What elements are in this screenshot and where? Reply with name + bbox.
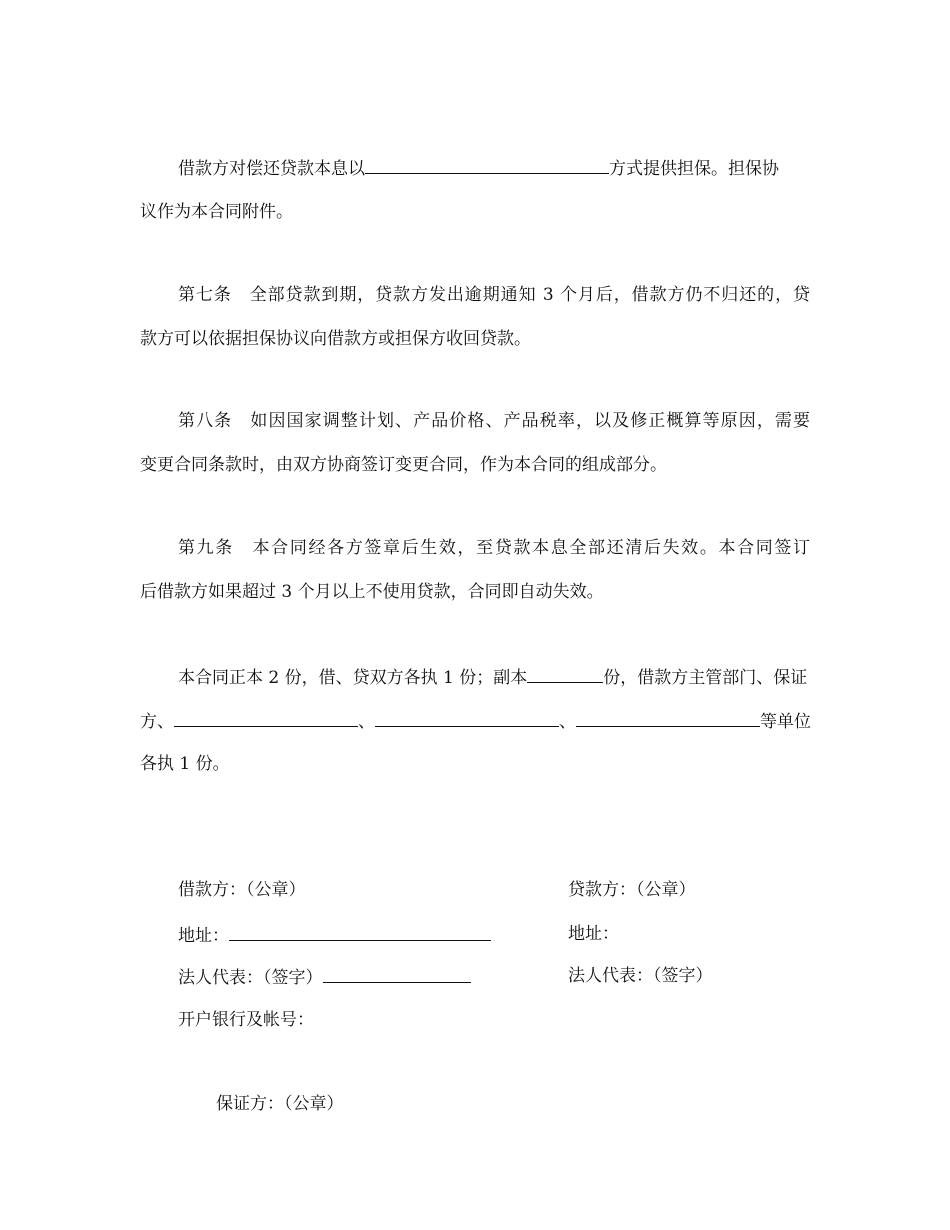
- guarantee-line-2: 议作为本合同附件。: [140, 202, 293, 222]
- copies-line-1: [178, 664, 810, 690]
- unit-blank-1[interactable]: [174, 708, 358, 727]
- copies-sep-1: 、: [358, 712, 375, 732]
- copies-line-2: [140, 708, 810, 734]
- article8-line-2: 变更合同条款时，由双方协商签订变更合同，作为本合同的组成部分。: [140, 455, 667, 475]
- borrower-address-blank[interactable]: [229, 922, 491, 941]
- copies-text-b: 份，借款方主管部门、保证: [603, 668, 808, 688]
- article7-line-2: 款方可以依据担保协议向借款方或担保方收回贷款。: [140, 329, 531, 349]
- borrower-rep-row: [178, 964, 471, 990]
- lender-rep-label: 法人代表：（签字）: [568, 966, 713, 986]
- guarantee-suffix: 方式提供担保。担保协: [609, 159, 779, 179]
- article7-line-1: 第七条 全部贷款到期，贷款方发出逾期通知 3 个月后，借款方仍不归还的，贷: [178, 285, 810, 305]
- borrower-party: 借款方：（公章）: [178, 880, 306, 900]
- copies-text-a: 本合同正本 2 份，借、贷双方各执 1 份；副本: [178, 668, 528, 688]
- borrower-rep-blank[interactable]: [323, 964, 471, 983]
- borrower-rep-label: 法人代表：（签字）: [178, 968, 323, 988]
- copies-sep-2: 、: [559, 712, 576, 732]
- copies-line-3: 各执 1 份。: [140, 754, 230, 774]
- guarantee-line-1: [178, 155, 810, 181]
- unit-blank-3[interactable]: [576, 708, 760, 727]
- guarantee-prefix: 借款方对偿还贷款本息以: [178, 159, 365, 179]
- article8-line-1: 第八条 如因国家调整计划、产品价格、产品税率，以及修正概算等原因，需要: [178, 411, 810, 431]
- guarantor-party: 保证方：（公章）: [216, 1094, 344, 1114]
- guarantee-method-blank[interactable]: [365, 155, 609, 174]
- borrower-address-row: [178, 922, 491, 948]
- copies-count-blank[interactable]: [527, 664, 603, 683]
- unit-blank-2[interactable]: [375, 708, 559, 727]
- article9-line-2: 后借款方如果超过 3 个月以上不使用贷款，合同即自动失效。: [140, 582, 604, 602]
- article9-line-1: 第九条 本合同经各方签章后生效，至贷款本息全部还清后失效。本合同签订: [178, 538, 810, 558]
- copies-text-c: 方、: [140, 712, 174, 732]
- lender-address-label: 地址：: [568, 924, 619, 944]
- lender-party: 贷款方：（公章）: [568, 880, 696, 900]
- borrower-bank: 开户银行及帐号：: [178, 1010, 314, 1030]
- copies-text-d: 等单位: [760, 712, 811, 732]
- borrower-address-label: 地址：: [178, 926, 229, 946]
